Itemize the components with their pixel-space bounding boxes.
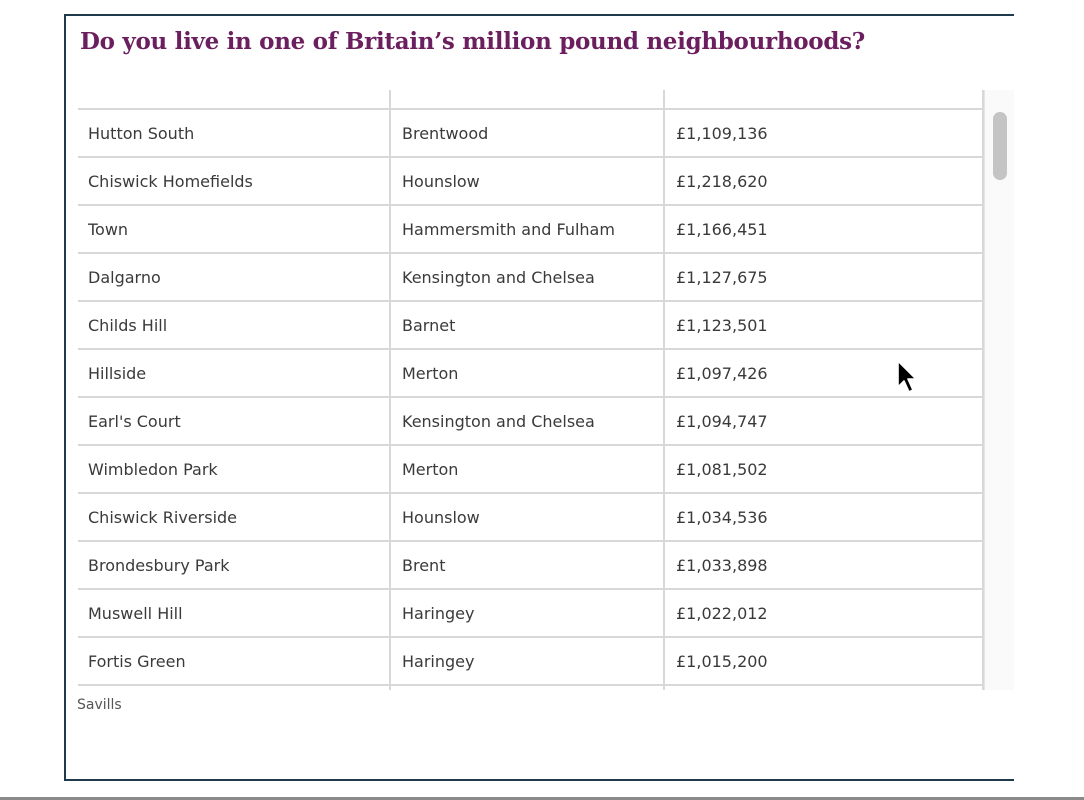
cell-borough: Kensington and Chelsea [391,398,665,444]
cell-price: £1,022,012 [665,590,984,636]
table-row [78,206,984,254]
table-row [78,398,984,446]
cell-borough: Brent [391,542,665,588]
cell-borough: Haringey [391,590,665,636]
table-row [78,446,984,494]
table-row [78,254,984,302]
cell-neighbourhood: Muswell Hill [78,590,391,636]
table-row [78,110,984,158]
table-row [78,686,984,690]
cell-neighbourhood: Wimbledon Park [78,446,391,492]
table-row [78,590,984,638]
cell-price: £1,109,136 [665,110,984,156]
cell-borough: Hounslow [391,158,665,204]
table-row [78,350,984,398]
cell-price: £1,015,200 [665,638,984,684]
cell-neighbourhood: Fortis Green [78,638,391,684]
cell-price: £1,127,675 [665,254,984,300]
header-cell-neighbourhood[interactable] [78,90,391,108]
table-row [78,494,984,542]
cell-neighbourhood: Brondesbury Park [78,542,391,588]
table-scrollbar[interactable] [984,90,1014,690]
cell-borough: Hounslow [391,494,665,540]
cell-neighbourhood: Dalgarno [78,254,391,300]
data-table [78,90,984,690]
widget-title: Do you live in one of Britain’s million pound neighbourhoods? [80,28,865,55]
cell-borough: Brentwood [391,110,665,156]
mouse-pointer-icon [896,359,920,395]
cell-price: £1,034,536 [665,494,984,540]
cell-borough: Barnet [391,302,665,348]
cell-neighbourhood: Hutton South [78,110,391,156]
table-row [78,638,984,686]
cell-price: £1,218,620 [665,158,984,204]
cell-borough: Haringey [391,638,665,684]
cell-neighbourhood: Childs Hill [78,302,391,348]
cell-neighbourhood [78,686,391,690]
table-row [78,158,984,206]
cell-neighbourhood: Town [78,206,391,252]
cell-borough: Merton [391,350,665,396]
table-viewport[interactable] [78,90,984,690]
source-credit: Savills [77,697,122,713]
cell-neighbourhood: Hillside [78,350,391,396]
cell-price: £1,123,501 [665,302,984,348]
cell-borough [391,686,665,690]
header-cell-price[interactable] [665,90,984,108]
cell-borough: Hammersmith and Fulham [391,206,665,252]
header-cell-borough[interactable] [391,90,665,108]
cell-price: £1,081,502 [665,446,984,492]
cell-price: £1,097,426 [665,350,984,396]
cell-price: £1,094,747 [665,398,984,444]
cell-price: £1,166,451 [665,206,984,252]
cell-price: £1,033,898 [665,542,984,588]
table-row [78,302,984,350]
table-header-row [78,90,984,110]
cell-borough: Kensington and Chelsea [391,254,665,300]
cell-borough: Merton [391,446,665,492]
cell-neighbourhood: Chiswick Riverside [78,494,391,540]
cell-neighbourhood: Chiswick Homefields [78,158,391,204]
scrollbar-thumb[interactable] [993,112,1007,180]
cell-neighbourhood: Earl's Court [78,398,391,444]
cell-price [665,686,984,690]
table-row [78,542,984,590]
